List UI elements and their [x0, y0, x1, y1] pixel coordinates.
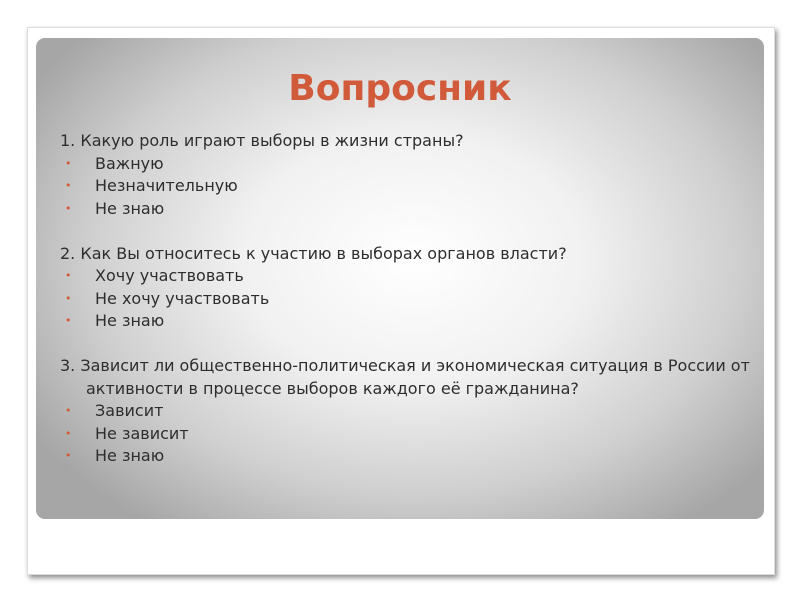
option-label: Зависит: [95, 401, 164, 420]
bullet-icon: •: [65, 269, 72, 282]
option-item: [60, 310, 760, 333]
option-item: [60, 400, 760, 423]
spacer: [60, 220, 760, 243]
option-item: [60, 288, 760, 311]
option-label: Незначительную: [95, 176, 238, 195]
option-item: [60, 423, 760, 446]
option-label: Не знаю: [95, 198, 165, 218]
option-label: Хочу участвовать: [95, 266, 244, 285]
option-label: Не хочу участвовать: [95, 288, 270, 308]
option-label: Не знаю: [95, 311, 165, 330]
option-label: Не зависит: [95, 423, 189, 443]
question-1: 1. Какую роль играют выборы в жизни страны?: [60, 131, 464, 150]
questionnaire-body: [60, 130, 760, 468]
bullet-icon: •: [65, 314, 72, 327]
bullet-icon: •: [65, 179, 72, 192]
option-item: [60, 265, 760, 288]
option-item: [60, 175, 760, 198]
bullet-icon: •: [65, 201, 72, 215]
option-label: Важную: [95, 153, 164, 173]
bullet-icon: •: [65, 291, 72, 305]
question-2: 2. Как Вы относитесь к участию в выборах органов власти?: [60, 243, 567, 263]
spacer: [60, 333, 760, 356]
option-item: [60, 153, 760, 176]
option-item: [60, 198, 760, 221]
bullet-icon: •: [65, 449, 72, 462]
option-label: Не знаю: [95, 446, 165, 465]
question-3: 3. Зависит ли общественно-политическая и экономическая ситуация в России от активности в процессе выборов каждого её гражданина?: [60, 356, 750, 398]
option-item: [60, 445, 760, 468]
bullet-icon: •: [65, 404, 72, 417]
bullet-icon: •: [65, 156, 72, 170]
slide-title: Вопросник: [288, 68, 512, 109]
bullet-icon: •: [65, 426, 72, 440]
